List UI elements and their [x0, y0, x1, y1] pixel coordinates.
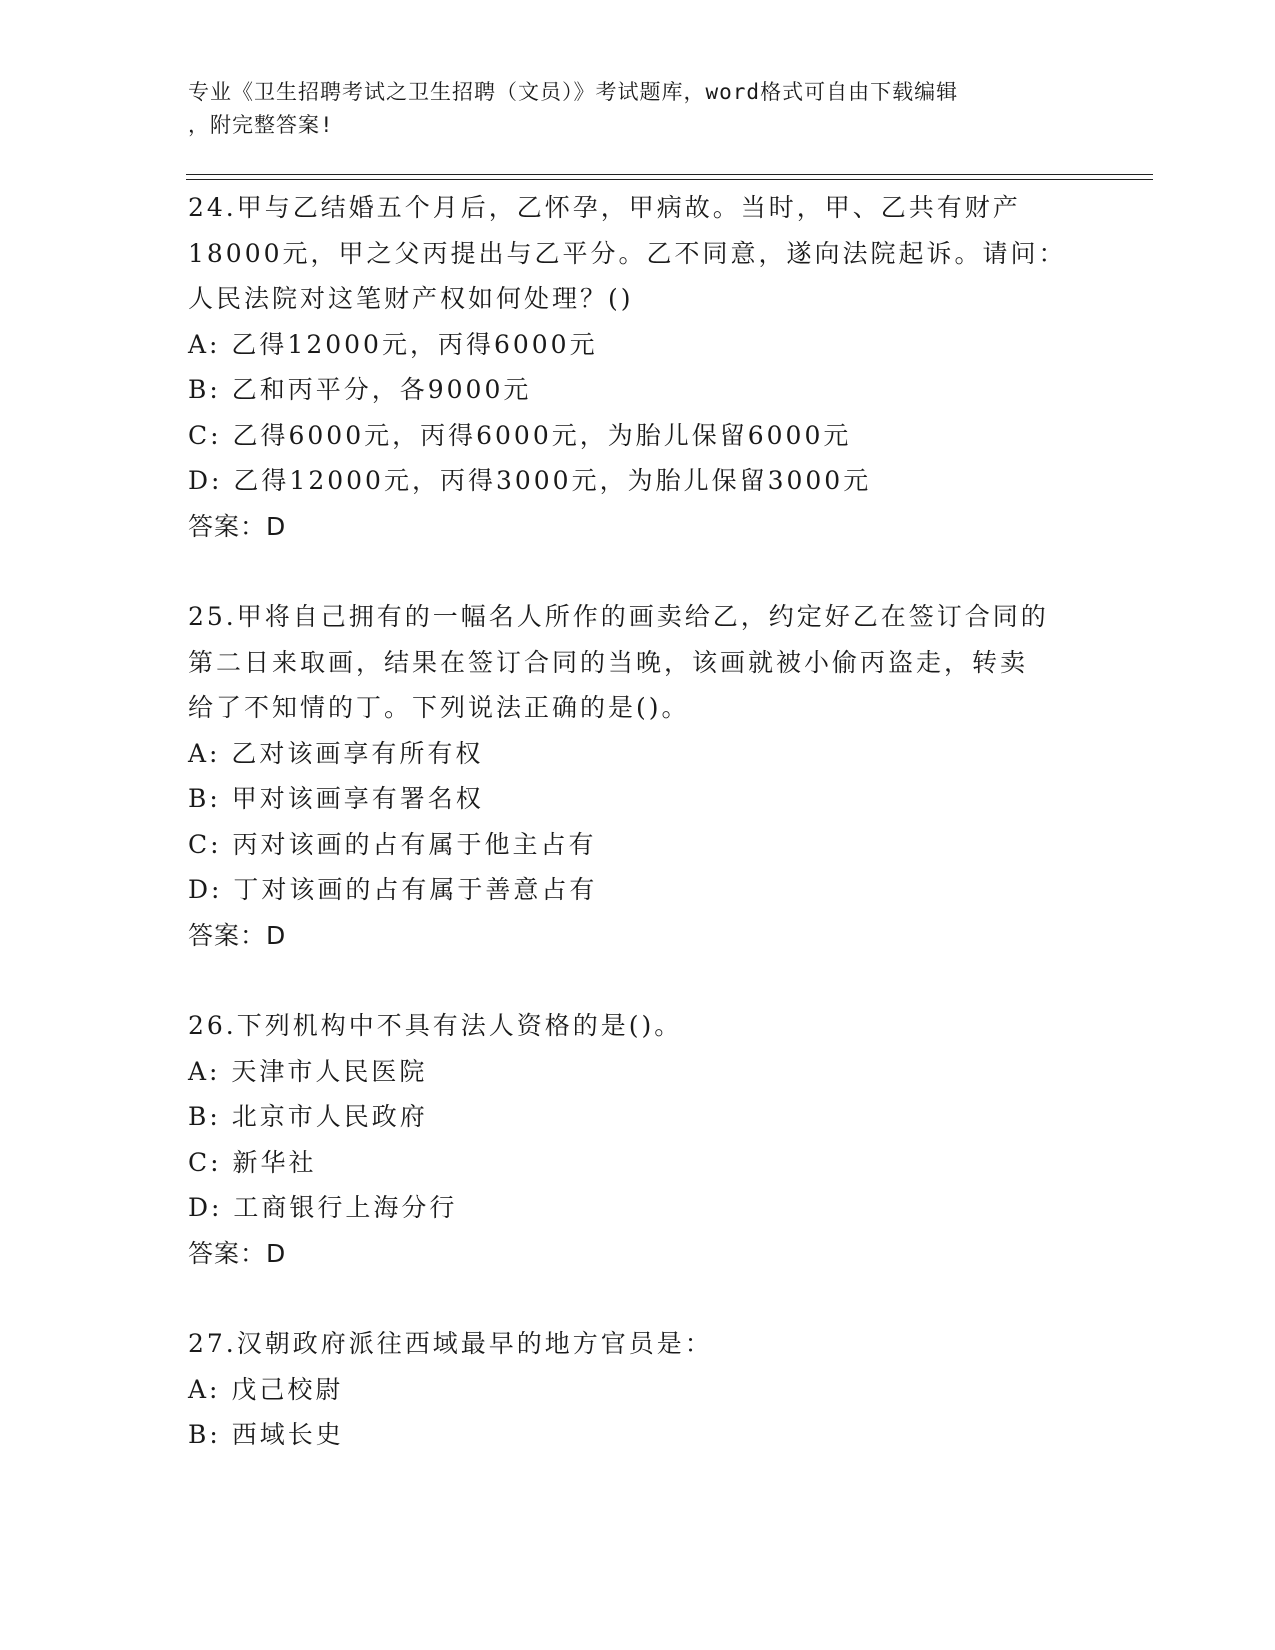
option-b: B: 乙和丙平分，各9000元 — [188, 375, 532, 404]
question-text: 27.汉朝政府派往西域最早的地方官员是： — [188, 1329, 713, 1358]
header-line-2: ，附完整答案! — [188, 113, 334, 137]
question-text: 人民法院对这笔财产权如何处理？() — [188, 284, 634, 313]
question-list — [188, 185, 1128, 1503]
option-a: A: 戊己校尉 — [188, 1374, 344, 1404]
question-text: 给了不知情的丁。下列说法正确的是()。 — [188, 693, 690, 722]
question-text: 18000元，甲之父丙提出与乙平分。乙不同意，遂向法院起诉。请问： — [188, 238, 1067, 268]
answer: 答案：D — [188, 920, 287, 950]
option-a: A: 天津市人民医院 — [188, 1056, 428, 1086]
option-d: D: 乙得12000元，丙得3000元，为胎儿保留3000元 — [188, 466, 872, 495]
option-c: C: 新华社 — [188, 1147, 317, 1177]
question-text: 26.下列机构中不具有法人资格的是()。 — [188, 1011, 683, 1040]
question-text: 第二日来取画，结果在签订合同的当晚，该画就被小偷丙盗走，转卖 — [188, 647, 1029, 677]
option-b: B: 西域长史 — [188, 1420, 344, 1449]
option-a: A: 乙对该画享有所有权 — [188, 738, 484, 768]
option-c: C: 乙得6000元，丙得6000元，为胎儿保留6000元 — [188, 420, 852, 450]
option-b: B: 甲对该画享有署名权 — [188, 784, 484, 813]
option-d: D: 丁对该画的占有属于善意占有 — [188, 875, 598, 904]
option-d: D: 工商银行上海分行 — [188, 1193, 458, 1222]
header-divider-top — [186, 174, 1153, 175]
question-26 — [188, 1003, 1128, 1276]
option-a: A: 乙得12000元，丙得6000元 — [188, 329, 598, 359]
question-24 — [188, 185, 1128, 549]
option-c: C: 丙对该画的占有属于他主占有 — [188, 829, 597, 859]
header-divider-bottom — [186, 179, 1153, 180]
question-text: 25.甲将自己拥有的一幅名人所作的画卖给乙，约定好乙在签订合同的 — [188, 602, 1049, 631]
question-text: 24.甲与乙结婚五个月后，乙怀孕，甲病故。当时，甲、乙共有财产 — [188, 193, 1021, 222]
answer: 答案：D — [188, 511, 287, 541]
question-25 — [188, 594, 1128, 958]
document-header — [188, 76, 1088, 142]
option-b: B: 北京市人民政府 — [188, 1102, 428, 1131]
answer: 答案：D — [188, 1238, 287, 1268]
header-line-1: 专业《卫生招聘考试之卫生招聘（文员）》考试题库，word格式可自由下载编辑 — [188, 80, 959, 104]
question-27 — [188, 1321, 1128, 1458]
